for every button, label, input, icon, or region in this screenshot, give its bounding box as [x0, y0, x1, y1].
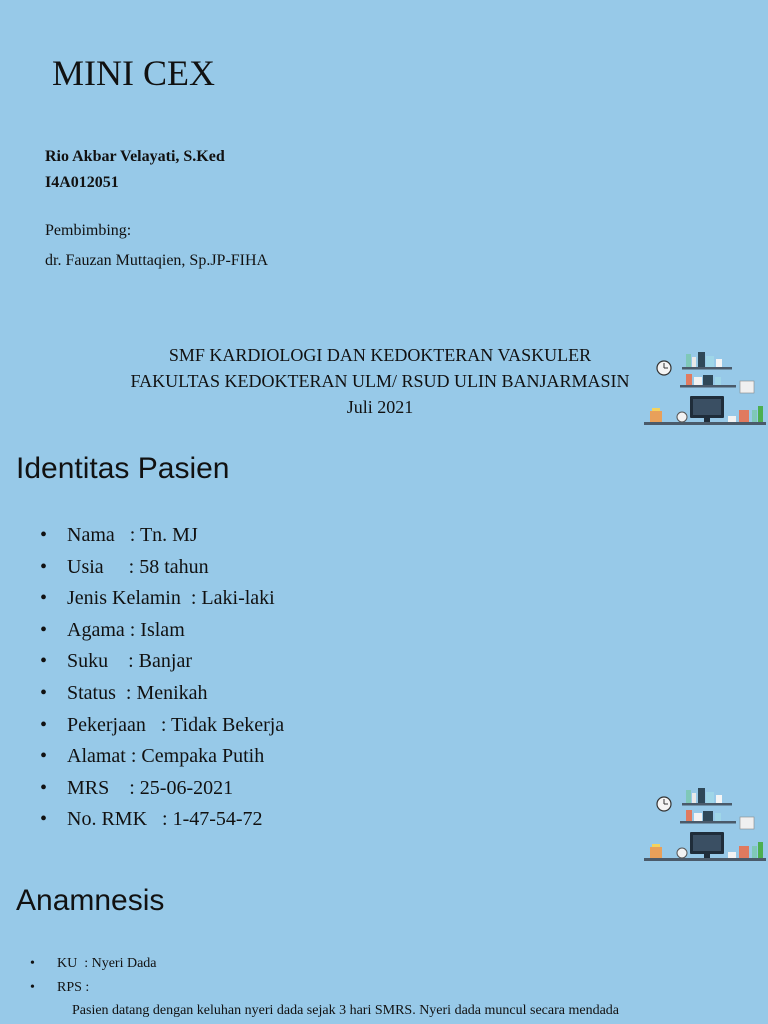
list-item: • Suku : Banjar	[40, 646, 284, 678]
author-id: I4A012051	[45, 174, 119, 191]
author-name: Rio Akbar Velayati, S.Ked	[45, 148, 225, 165]
list-item: • Agama : Islam	[40, 615, 284, 647]
list-item: • No. RMK : 1-47-54-72	[40, 804, 284, 836]
list-item: • Pekerjaan : Tidak Bekerja	[40, 710, 284, 742]
institution-block	[80, 342, 680, 420]
rps-text: Pasien datang dengan keluhan nyeri dada sejak 3 hari SMRS. Nyeri dada muncul secara mendada	[72, 1003, 619, 1018]
identity-list	[40, 520, 284, 836]
bullet-icon: •	[40, 555, 48, 578]
institution-line-2: FAKULTAS KEDOKTERAN ULM/ RSUD ULIN BANJARMASIN	[130, 371, 630, 391]
bullet-icon: •	[40, 650, 48, 673]
computer-monitor-icon	[690, 396, 724, 422]
anamnesis-slide	[0, 856, 768, 1024]
title-slide	[0, 0, 768, 436]
bullet-icon: •	[30, 980, 35, 995]
list-item: • Usia : 58 tahun	[40, 552, 284, 584]
desk-illustration-icon	[642, 348, 768, 428]
list-item: • MRS : 25-06-2021	[40, 773, 284, 805]
author-block	[45, 144, 225, 196]
supervisor-name: dr. Fauzan Muttaqien, Sp.JP-FIHA	[45, 252, 269, 269]
institution-line-1: SMF KARDIOLOGI DAN KEDOKTERAN VASKULER	[168, 345, 592, 365]
supervisor-label: Pembimbing:	[45, 222, 132, 239]
list-item: • RPS :	[30, 976, 157, 1000]
institution-date: Juli 2021	[346, 397, 414, 417]
section-heading: Identitas Pasien	[16, 452, 230, 485]
computer-monitor-icon	[690, 832, 724, 858]
list-item: • Jenis Kelamin : Laki-laki	[40, 583, 284, 615]
desk-illustration-icon	[642, 784, 768, 864]
bullet-icon: •	[40, 745, 48, 768]
bullet-icon: •	[30, 956, 35, 971]
list-item: • Nama : Tn. MJ	[40, 520, 284, 552]
list-item: • Status : Menikah	[40, 678, 284, 710]
list-item: • Alamat : Cempaka Putih	[40, 741, 284, 773]
bullet-icon: •	[40, 713, 48, 736]
identity-slide	[0, 436, 768, 856]
bullet-icon: •	[40, 524, 48, 546]
bookshelf-icon	[680, 788, 754, 829]
section-heading: Anamnesis	[16, 884, 165, 917]
supervisor-block	[45, 216, 268, 276]
bullet-icon: •	[40, 587, 48, 610]
clock-icon	[657, 797, 671, 811]
bullet-icon: •	[40, 808, 48, 831]
bullet-icon: •	[40, 618, 48, 641]
clock-icon	[657, 361, 671, 375]
bookshelf-icon	[680, 352, 754, 393]
bullet-icon: •	[40, 681, 48, 704]
anamnesis-list	[30, 952, 157, 1000]
bullet-icon: •	[40, 776, 48, 799]
list-item: • KU : Nyeri Dada	[30, 952, 157, 976]
slide-title: MINI CEX	[52, 53, 215, 93]
